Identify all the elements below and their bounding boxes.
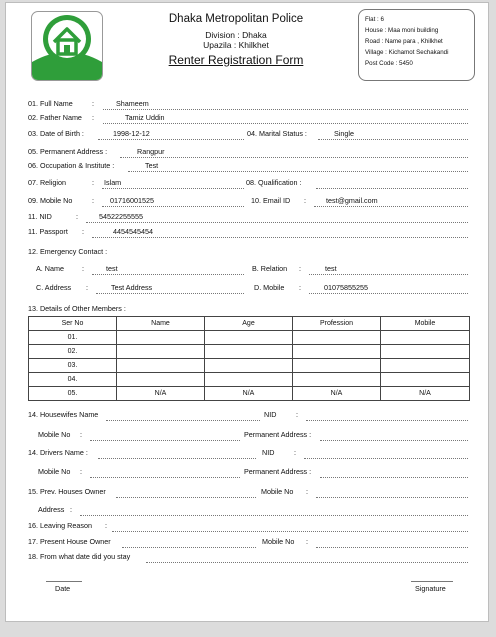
housewife-mobile-line[interactable] <box>90 440 240 441</box>
present-owner-mobile-label: Mobile No <box>262 537 295 546</box>
cell[interactable] <box>381 373 470 387</box>
passport-line <box>92 237 468 238</box>
em-name-line <box>92 274 244 275</box>
cell[interactable] <box>117 331 205 345</box>
from-date-line[interactable] <box>146 562 468 563</box>
nid-value[interactable]: 54522255555 <box>99 212 143 221</box>
house-icon <box>32 12 102 80</box>
col-header-age: Age <box>205 317 293 331</box>
marital-line <box>318 139 468 140</box>
perm-addr-label: 05. Permanent Address : <box>28 147 108 156</box>
col-header-profession: Profession <box>293 317 381 331</box>
present-owner-mobile-line[interactable] <box>316 547 468 548</box>
drivers-name-line[interactable] <box>98 458 256 459</box>
em-name-label: A. Name <box>36 264 64 273</box>
housewife-nid-line[interactable] <box>306 420 468 421</box>
flat-text: Flat : 6 <box>365 16 384 23</box>
em-address-line <box>96 293 244 294</box>
address-box <box>358 9 475 81</box>
qualification-line <box>316 188 468 189</box>
em-relation-line <box>309 274 468 275</box>
qualification-label: 08. Qualification : <box>246 178 302 187</box>
father-name-line <box>103 123 468 124</box>
signature-label: Signature <box>415 584 446 593</box>
cell[interactable] <box>117 345 205 359</box>
full-name-value[interactable]: Shameem <box>116 99 149 108</box>
present-owner-label: 17. Present House Owner <box>28 537 111 546</box>
mobile-label: 09. Mobile No <box>28 196 73 205</box>
date-label: Date <box>55 584 71 593</box>
marital-label: 04. Marital Status : <box>247 129 307 138</box>
cell[interactable]: N/A <box>381 387 470 401</box>
members-table <box>28 316 470 401</box>
cell[interactable] <box>381 359 470 373</box>
housewife-name-label: 14. Housewifes Name <box>28 410 99 419</box>
from-date-label: 18. From what date did you stay <box>28 552 131 561</box>
perm-addr-value[interactable]: Rangpur <box>137 147 165 156</box>
present-owner-line[interactable] <box>122 547 256 548</box>
housewife-perm-addr-label: Permanent Address : <box>244 430 312 439</box>
table-row <box>29 359 470 373</box>
colon: : <box>105 521 107 530</box>
cell[interactable]: N/A <box>293 387 381 401</box>
table-row <box>29 387 470 401</box>
table-row <box>29 373 470 387</box>
em-relation-label: B. Relation <box>252 264 288 273</box>
drivers-nid-line[interactable] <box>304 458 468 459</box>
cell: 03. <box>29 359 117 373</box>
father-name-value[interactable]: Tamiz Uddin <box>125 113 165 122</box>
dob-value[interactable]: 1998-12-12 <box>113 129 150 138</box>
em-relation-value[interactable]: test <box>325 264 337 273</box>
division-text: Division : Dhaka <box>205 30 267 40</box>
em-mobile-label: D. Mobile <box>254 283 285 292</box>
housewife-name-line[interactable] <box>106 420 260 421</box>
cell: 04. <box>29 373 117 387</box>
email-value[interactable]: test@gmail.com <box>326 196 378 205</box>
prev-address-line[interactable] <box>80 515 468 516</box>
drivers-nid-label: NID <box>262 448 275 457</box>
drivers-perm-addr-line[interactable] <box>320 477 468 478</box>
housewife-perm-addr-line[interactable] <box>320 440 468 441</box>
leaving-reason-label: 16. Leaving Reason <box>28 521 92 530</box>
upazila-text: Upazila : Khilkhet <box>203 40 269 50</box>
colon: : <box>306 537 308 546</box>
leaving-reason-line[interactable] <box>112 531 468 532</box>
prev-owner-label: 15. Prev. Houses Owner <box>28 487 106 496</box>
em-mobile-line <box>309 293 468 294</box>
village-text: Village : Kichamot Sechakandi <box>365 49 449 56</box>
cell[interactable] <box>205 331 293 345</box>
col-header-ser-no: Ser No <box>29 317 117 331</box>
emergency-heading: 12. Emergency Contact : <box>28 247 108 256</box>
colon: : <box>70 505 72 514</box>
cell[interactable]: N/A <box>117 387 205 401</box>
colon: : <box>306 487 308 496</box>
father-name-label: 02. Father Name <box>28 113 82 122</box>
colon: : <box>82 227 84 236</box>
full-name-line <box>103 109 468 110</box>
religion-label: 07. Religion <box>28 178 66 187</box>
postcode-text: Post Code : 5450 <box>365 60 413 67</box>
colon: : <box>86 283 88 292</box>
drivers-name-label: 14. Drivers Name : <box>28 448 88 457</box>
house-text: House : Maa moni building <box>365 27 439 34</box>
org-name: Dhaka Metropolitan Police <box>168 13 304 25</box>
occupation-line <box>128 171 468 172</box>
road-text: Road : Name para , Khilkhet <box>365 38 443 45</box>
cell[interactable] <box>293 373 381 387</box>
cell[interactable] <box>205 373 293 387</box>
cell[interactable] <box>205 345 293 359</box>
colon: : <box>80 430 82 439</box>
members-heading: 13. Details of Other Members : <box>28 304 126 313</box>
col-header-mobile: Mobile <box>381 317 470 331</box>
colon: : <box>299 283 301 292</box>
religion-line <box>102 188 244 189</box>
marital-value[interactable]: Single <box>334 129 354 138</box>
signature-line <box>411 581 453 582</box>
housewife-nid-label: NID <box>264 410 277 419</box>
cell[interactable] <box>205 359 293 373</box>
dob-label: 03. Date of Birth : <box>28 129 84 138</box>
cell[interactable] <box>117 359 205 373</box>
form-title: Renter Registration Form <box>168 53 304 67</box>
perm-addr-line <box>120 157 468 158</box>
mobile-value[interactable]: 01716001525 <box>110 196 154 205</box>
passport-value[interactable]: 4454545454 <box>113 227 153 236</box>
occupation-label: 06. Occupation & Institute : <box>28 161 115 170</box>
email-label: 10. Email ID <box>251 196 291 205</box>
religion-value[interactable]: Islam <box>104 178 122 187</box>
passport-label: 11. Passport <box>28 227 68 236</box>
table-row <box>29 331 470 345</box>
cell: 02. <box>29 345 117 359</box>
drivers-mobile-label: Mobile No <box>38 467 71 476</box>
col-header-name: Name <box>117 317 205 331</box>
cell[interactable] <box>381 331 470 345</box>
colon: : <box>92 196 94 205</box>
drivers-mobile-line[interactable] <box>90 477 240 478</box>
cell: 05. <box>29 387 117 401</box>
table-header-row <box>29 317 470 331</box>
cell[interactable] <box>293 359 381 373</box>
colon: : <box>82 264 84 273</box>
table-row <box>29 345 470 359</box>
em-mobile-value[interactable]: 01075855255 <box>324 283 368 292</box>
colon: : <box>92 178 94 187</box>
prev-owner-line[interactable] <box>116 497 256 498</box>
colon: : <box>299 264 301 273</box>
em-name-value[interactable]: test <box>106 264 118 273</box>
dob-line <box>98 139 244 140</box>
date-line <box>46 581 82 582</box>
police-logo <box>31 11 103 81</box>
prev-owner-mobile-line[interactable] <box>316 497 468 498</box>
nid-line <box>86 222 468 223</box>
em-address-label: C. Address <box>36 283 72 292</box>
colon: : <box>80 467 82 476</box>
colon: : <box>294 448 296 457</box>
nid-label: 11. NID <box>28 212 52 221</box>
colon: : <box>296 410 298 419</box>
mobile-line <box>102 206 244 207</box>
prev-owner-mobile-label: Mobile No <box>261 487 294 496</box>
prev-address-label: Address <box>38 505 65 514</box>
cell[interactable] <box>117 373 205 387</box>
colon: : <box>304 196 306 205</box>
cell[interactable] <box>293 345 381 359</box>
colon: : <box>92 113 94 122</box>
drivers-perm-addr-label: Permanent Address : <box>244 467 312 476</box>
email-line <box>314 206 468 207</box>
form-page <box>5 2 489 622</box>
occupation-value[interactable]: Test <box>145 161 159 170</box>
colon: : <box>76 212 78 221</box>
cell[interactable] <box>381 345 470 359</box>
em-address-value[interactable]: Test Address <box>111 283 153 292</box>
cell[interactable]: N/A <box>205 387 293 401</box>
full-name-label: 01. Full Name <box>28 99 73 108</box>
cell[interactable] <box>293 331 381 345</box>
colon: : <box>92 99 94 108</box>
housewife-mobile-label: Mobile No <box>38 430 71 439</box>
cell: 01. <box>29 331 117 345</box>
